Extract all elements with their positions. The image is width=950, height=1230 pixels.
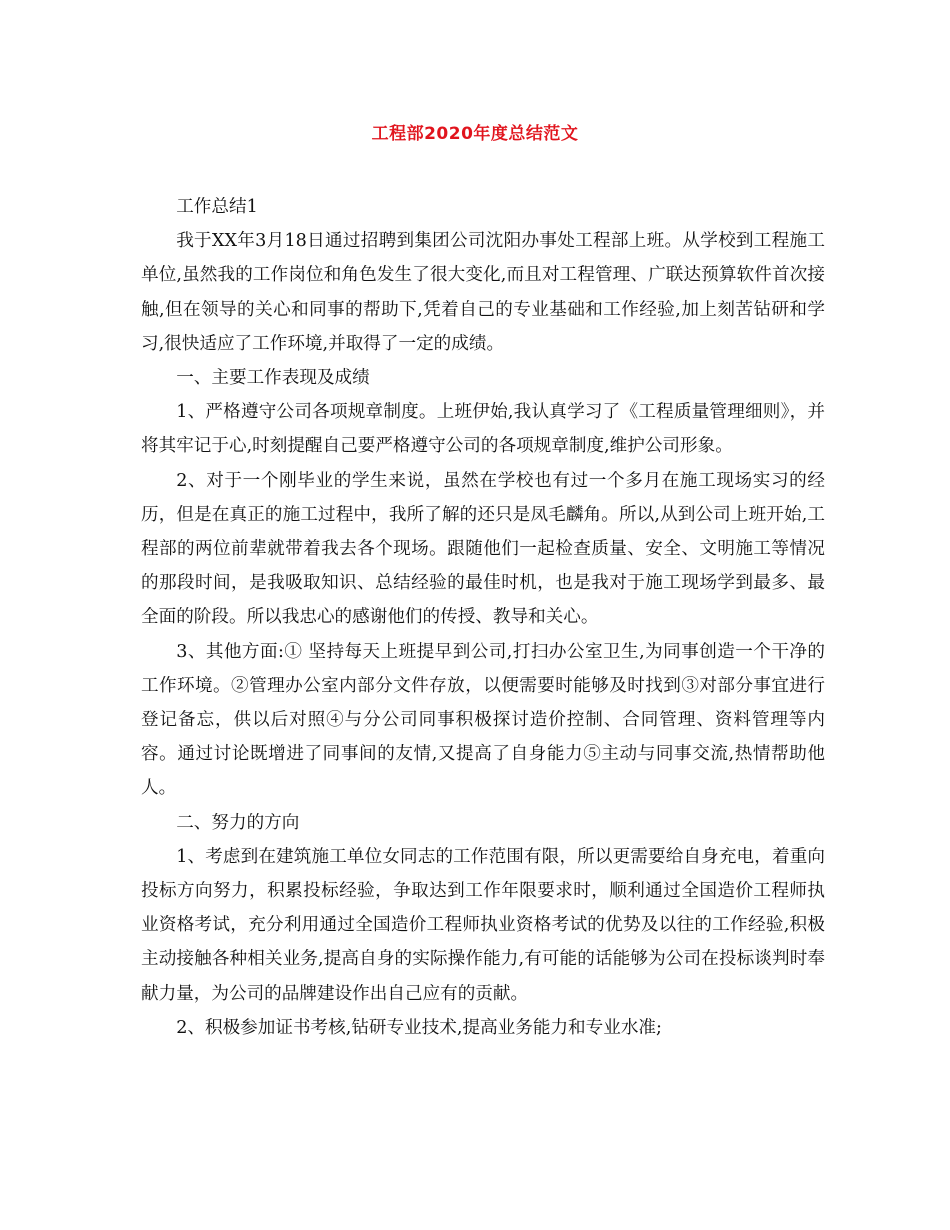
paragraph-intro: 我于XX年3月18日通过招聘到集团公司沈阳办事处工程部上班。从学校到工程施工单位,虽然我的工作岗位和角色发生了很大变化,而且对工程管理、广联达预算软件首次接触,但在领导的关心和同事的帮助下,凭着自己的专业基础和工作经验,加上刻苦钻研和学习,很快适应了工作环境,并取得了一定的成绩。 bbox=[141, 231, 825, 354]
section-heading-work-summary: 工作总结1 bbox=[176, 197, 258, 217]
paragraph-item-3: 3、其他方面:① 坚持每天上班提早到公司,打扫办公室卫生,为同事创造一个干净的工作环境。②管理办公室内部分文件存放，以便需要时能够及时找到③对部分事宜进行登记备忘，供以后对照④与分公司同事积极探讨造价控制、合同管理、资料管理等内容。通过讨论既增进了同事间的友情,又提高了自身能力⑤主动与同事交流,热情帮助他人。 bbox=[141, 641, 825, 799]
paragraph-item-1: 1、严格遵守公司各项规章制度。上班伊始,我认真学习了《工程质量管理细则》，并将其牢记于心,时刻提醒自己要严格遵守公司的各项规章制度,维护公司形象。 bbox=[141, 402, 825, 457]
document-title: 工程部2020年度总结范文 bbox=[371, 124, 579, 144]
document-body bbox=[141, 190, 825, 1045]
section-heading-direction: 二、努力的方向 bbox=[176, 812, 300, 833]
paragraph-direction-2: 2、积极参加证书考核,钻研专业技术,提高业务能力和专业水准; bbox=[176, 1017, 662, 1038]
section-heading-main-performance: 一、主要工作表现及成绩 bbox=[176, 368, 370, 389]
paragraph-item-2: 2、对于一个刚毕业的学生来说，虽然在学校也有过一个多月在施工现场实习的经历，但是在真正的施工过程中，我所了解的还只是凤毛麟角。所以,从到公司上班开始,工程部的两位前辈就带着我去各个现场。跟随他们一起检查质量、安全、文明施工等情况的那段时间，是我吸取知识、总结经验的最佳时机，也是我对于施工现场学到最多、最全面的阶段。所以我忠心的感谢他们的传授、教导和关心。 bbox=[141, 470, 825, 628]
paragraph-direction-1: 1、考虑到在建筑施工单位女同志的工作范围有限，所以更需要给自身充电，着重向投标方向努力，积累投标经验，争取达到工作年限要求时，顺利通过全国造价工程师执业资格考试，充分利用通过全国造价工程师执业资格考试的优势及以往的工作经验,积极主动接触各种相关业务,提高自身的实际操作能力,有可能的话能够为公司在投标谈判时奉献力量，为公司的品牌建设作出自己应有的贡献。 bbox=[141, 846, 825, 1004]
